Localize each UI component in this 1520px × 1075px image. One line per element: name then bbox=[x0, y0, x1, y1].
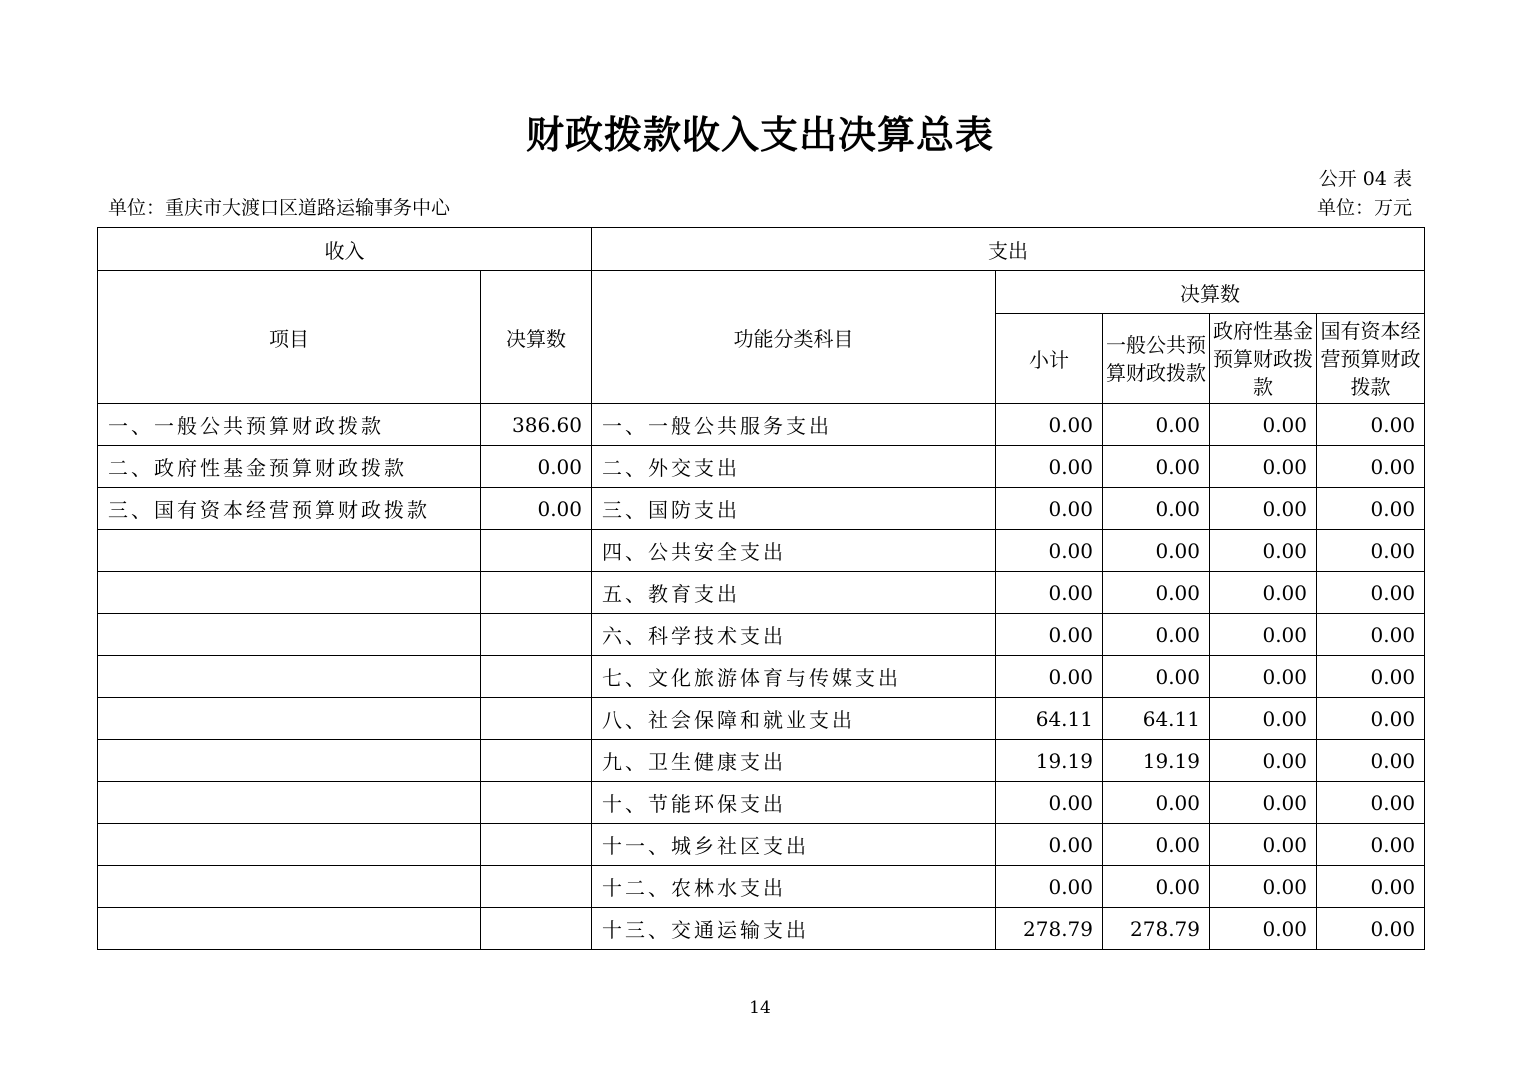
general-budget-cell: 0.00 bbox=[1103, 656, 1210, 698]
table-row bbox=[98, 530, 1425, 572]
subtotal-cell: 0.00 bbox=[996, 404, 1103, 446]
expense-item-cell: 七、文化旅游体育与传媒支出 bbox=[592, 656, 996, 698]
subtotal-cell: 0.00 bbox=[996, 614, 1103, 656]
expense-item-cell: 十一、城乡社区支出 bbox=[592, 824, 996, 866]
subtotal-cell: 0.00 bbox=[996, 656, 1103, 698]
expense-header: 支出 bbox=[592, 228, 1425, 271]
state-capital-cell: 0.00 bbox=[1317, 908, 1425, 950]
state-capital-cell: 0.00 bbox=[1317, 614, 1425, 656]
subtotal-cell: 19.19 bbox=[996, 740, 1103, 782]
gov-fund-cell: 0.00 bbox=[1210, 908, 1317, 950]
state-capital-cell: 0.00 bbox=[1317, 698, 1425, 740]
unit-currency: 单位：万元 bbox=[1316, 197, 1412, 219]
income-item-cell: 三、国有资本经营预算财政拨款 bbox=[98, 488, 481, 530]
income-header: 收入 bbox=[98, 228, 592, 271]
general-budget-header: 一般公共预算财政拨款 bbox=[1103, 314, 1210, 404]
expense-item-cell: 八、社会保障和就业支出 bbox=[592, 698, 996, 740]
gov-fund-cell: 0.00 bbox=[1210, 530, 1317, 572]
gov-fund-cell: 0.00 bbox=[1210, 740, 1317, 782]
form-number: 公开 04 表 bbox=[1318, 168, 1412, 190]
subtotal-cell: 0.00 bbox=[996, 572, 1103, 614]
income-amount-cell bbox=[481, 782, 592, 824]
state-capital-cell: 0.00 bbox=[1317, 572, 1425, 614]
table-row bbox=[98, 446, 1425, 488]
page-title: 财政拨款收入支出决算总表 bbox=[525, 113, 994, 157]
income-amount-cell bbox=[481, 572, 592, 614]
subtotal-cell: 0.00 bbox=[996, 530, 1103, 572]
general-budget-cell: 0.00 bbox=[1103, 488, 1210, 530]
general-budget-cell: 0.00 bbox=[1103, 824, 1210, 866]
state-capital-cell: 0.00 bbox=[1317, 740, 1425, 782]
header-row-1 bbox=[98, 228, 1425, 271]
gov-fund-cell: 0.00 bbox=[1210, 614, 1317, 656]
general-budget-cell: 0.00 bbox=[1103, 782, 1210, 824]
table-row bbox=[98, 404, 1425, 446]
gov-fund-cell: 0.00 bbox=[1210, 656, 1317, 698]
income-amount-cell: 0.00 bbox=[481, 488, 592, 530]
general-budget-cell: 0.00 bbox=[1103, 572, 1210, 614]
income-amount-cell bbox=[481, 824, 592, 866]
table-row bbox=[98, 656, 1425, 698]
expense-item-cell: 一、一般公共服务支出 bbox=[592, 404, 996, 446]
subtotal-header: 小计 bbox=[996, 314, 1103, 404]
subtotal-cell: 64.11 bbox=[996, 698, 1103, 740]
income-item-cell bbox=[98, 614, 481, 656]
subtotal-cell: 0.00 bbox=[996, 866, 1103, 908]
income-item-cell bbox=[98, 698, 481, 740]
state-capital-header: 国有资本经营预算财政拨款 bbox=[1317, 314, 1425, 404]
income-amount-cell: 386.60 bbox=[481, 404, 592, 446]
expense-item-cell: 二、外交支出 bbox=[592, 446, 996, 488]
gov-fund-cell: 0.00 bbox=[1210, 698, 1317, 740]
income-item-cell: 一、一般公共预算财政拨款 bbox=[98, 404, 481, 446]
income-amount-cell: 0.00 bbox=[481, 446, 592, 488]
gov-fund-cell: 0.00 bbox=[1210, 824, 1317, 866]
table-row bbox=[98, 572, 1425, 614]
income-item-cell bbox=[98, 740, 481, 782]
expense-item-cell: 十二、农林水支出 bbox=[592, 866, 996, 908]
table-row bbox=[98, 614, 1425, 656]
income-amount-cell bbox=[481, 908, 592, 950]
income-amount-cell bbox=[481, 530, 592, 572]
income-item-cell bbox=[98, 824, 481, 866]
subtotal-cell: 0.00 bbox=[996, 782, 1103, 824]
expense-item-cell: 五、教育支出 bbox=[592, 572, 996, 614]
income-item-cell bbox=[98, 908, 481, 950]
income-item-cell bbox=[98, 530, 481, 572]
income-item-cell bbox=[98, 782, 481, 824]
state-capital-cell: 0.00 bbox=[1317, 404, 1425, 446]
income-item-cell bbox=[98, 572, 481, 614]
item-header: 项目 bbox=[98, 271, 481, 404]
state-capital-cell: 0.00 bbox=[1317, 530, 1425, 572]
unit-organization: 单位：重庆市大渡口区道路运输事务中心 bbox=[108, 197, 451, 219]
amount-header: 决算数 bbox=[481, 271, 592, 404]
general-budget-cell: 0.00 bbox=[1103, 530, 1210, 572]
gov-fund-cell: 0.00 bbox=[1210, 866, 1317, 908]
gov-fund-cell: 0.00 bbox=[1210, 572, 1317, 614]
expense-item-cell: 十三、交通运输支出 bbox=[592, 908, 996, 950]
income-item-cell bbox=[98, 656, 481, 698]
income-amount-cell bbox=[481, 656, 592, 698]
state-capital-cell: 0.00 bbox=[1317, 782, 1425, 824]
income-item-cell bbox=[98, 866, 481, 908]
income-amount-cell bbox=[481, 740, 592, 782]
subtotal-cell: 278.79 bbox=[996, 908, 1103, 950]
table-row bbox=[98, 740, 1425, 782]
final-amount-header: 决算数 bbox=[996, 271, 1425, 314]
table-row bbox=[98, 782, 1425, 824]
state-capital-cell: 0.00 bbox=[1317, 446, 1425, 488]
general-budget-cell: 19.19 bbox=[1103, 740, 1210, 782]
table-row bbox=[98, 698, 1425, 740]
header-row-2 bbox=[98, 271, 1425, 314]
table-row bbox=[98, 866, 1425, 908]
general-budget-cell: 0.00 bbox=[1103, 614, 1210, 656]
income-amount-cell bbox=[481, 866, 592, 908]
income-amount-cell bbox=[481, 614, 592, 656]
table-row bbox=[98, 824, 1425, 866]
table-row bbox=[98, 908, 1425, 950]
expense-item-cell: 十、节能环保支出 bbox=[592, 782, 996, 824]
general-budget-cell: 0.00 bbox=[1103, 866, 1210, 908]
expense-item-cell: 四、公共安全支出 bbox=[592, 530, 996, 572]
state-capital-cell: 0.00 bbox=[1317, 656, 1425, 698]
gov-fund-header: 政府性基金预算财政拨款 bbox=[1210, 314, 1317, 404]
income-amount-cell bbox=[481, 698, 592, 740]
function-category-header: 功能分类科目 bbox=[592, 271, 996, 404]
financial-table bbox=[97, 227, 1425, 950]
gov-fund-cell: 0.00 bbox=[1210, 404, 1317, 446]
general-budget-cell: 278.79 bbox=[1103, 908, 1210, 950]
state-capital-cell: 0.00 bbox=[1317, 488, 1425, 530]
gov-fund-cell: 0.00 bbox=[1210, 782, 1317, 824]
page-number: 14 bbox=[749, 998, 771, 1018]
subtotal-cell: 0.00 bbox=[996, 446, 1103, 488]
gov-fund-cell: 0.00 bbox=[1210, 446, 1317, 488]
income-item-cell: 二、政府性基金预算财政拨款 bbox=[98, 446, 481, 488]
table-row bbox=[98, 488, 1425, 530]
subtotal-cell: 0.00 bbox=[996, 824, 1103, 866]
subtotal-cell: 0.00 bbox=[996, 488, 1103, 530]
expense-item-cell: 三、国防支出 bbox=[592, 488, 996, 530]
gov-fund-cell: 0.00 bbox=[1210, 488, 1317, 530]
expense-item-cell: 九、卫生健康支出 bbox=[592, 740, 996, 782]
general-budget-cell: 64.11 bbox=[1103, 698, 1210, 740]
state-capital-cell: 0.00 bbox=[1317, 824, 1425, 866]
state-capital-cell: 0.00 bbox=[1317, 866, 1425, 908]
general-budget-cell: 0.00 bbox=[1103, 404, 1210, 446]
expense-item-cell: 六、科学技术支出 bbox=[592, 614, 996, 656]
general-budget-cell: 0.00 bbox=[1103, 446, 1210, 488]
